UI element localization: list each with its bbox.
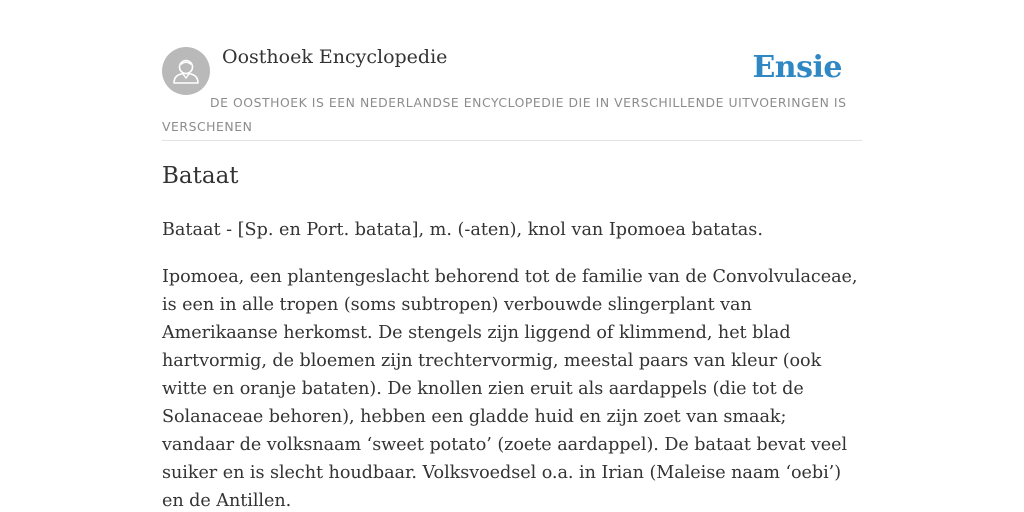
source-header <box>162 46 862 141</box>
source-avatar[interactable] <box>162 47 210 95</box>
article-paragraph: Bataat - [Sp. en Port. batata], m. (-aten), knol van Ipomoea batatas. <box>162 220 763 240</box>
source-name-link[interactable]: Oosthoek Encyclopedie <box>222 46 448 68</box>
source-tagline: DE OOSTHOEK IS EEN NEDERLANDSE ENCYCLOPEDIE DIE IN VERSCHILLENDE UITVOERINGEN IS VERSCHENEN <box>162 95 847 134</box>
article-title: Bataat <box>162 163 239 189</box>
article-paragraph: Ipomoea, een plantengeslacht behorend tot de familie van de Convolvulaceae, is een in alle tropen (soms subtropen) verbouwde slingerplant van Amerikaanse herkomst. De stengels zijn liggend of klimmend, het blad hartvormig, de bloemen zijn trechtervormig, meestal paars van kleur (ook witte en oranje bataten). De knollen zien eruit als aardappels (die tot de Solanaceae behoren), hebben een gladde huid en zijn zoet van smaak; vandaar de volksnaam ‘sweet potato’ (zoete aardappel). De bataat bevat veel suiker en is slecht houdbaar. Volksvoedsel o.a. in Irian (Maleise naam ‘oebi’) en de Antillen. <box>162 267 858 511</box>
ensie-logo[interactable]: Ensie <box>752 50 842 85</box>
user-icon <box>162 47 210 95</box>
